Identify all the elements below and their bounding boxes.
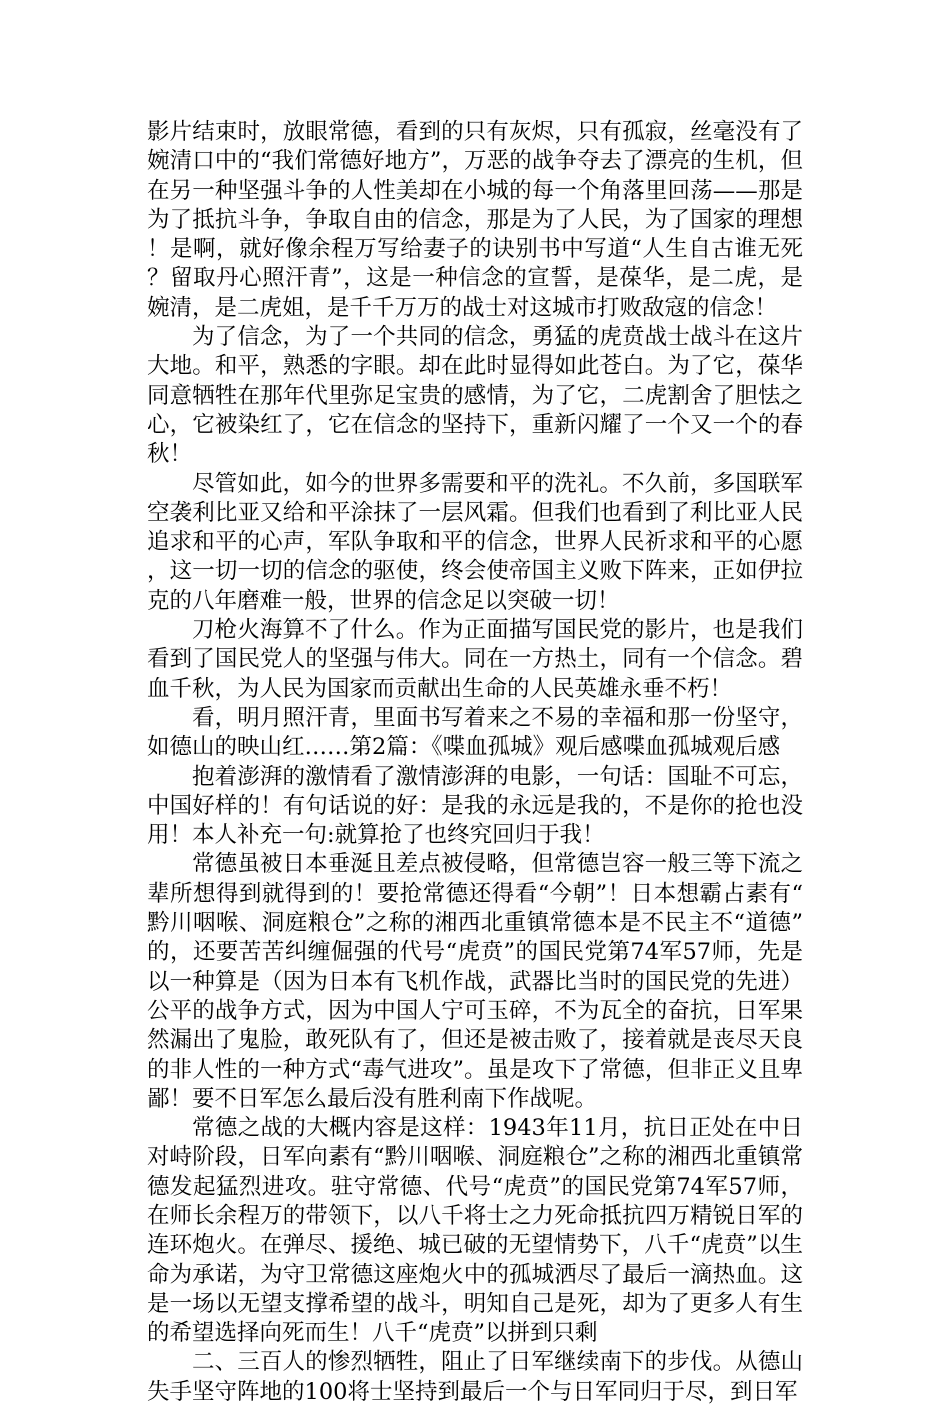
paragraph: 为了信念，为了一个共同的信念，勇猛的虎贲战士战斗在这片大地。和平，熟悉的字眼。却在此时显得如此苍白。为了它，葆华同意牺牲在那年代里弥足宝贵的感情，为了它，二虎割舍了胆怯之心，它被染红了，它在信念的坚持下，重新闪耀了一个又一个的春秋！ <box>147 324 803 468</box>
paragraph: 影片结束时，放眼常德，看到的只有灰烬，只有孤寂，丝毫没有了婉清口中的“我们常德好地方”，万恶的战争夺去了漂亮的生机，但在另一种坚强斗争的人性美却在小城的每一个角落里回荡——那是为了抵抗斗争，争取自由的信念，那是为了人民，为了国家的理想！是啊，就好像余程万写给妻子的诀别书中写道“人生自古谁无死？留取丹心照汗青”，这是一种信念的宣誓，是葆华，是二虎，是婉清，是二虎姐，是千千万万的战士对这城市打败敌寇的信念！ <box>147 119 803 321</box>
paragraph: 常德虽被日本垂涎且差点被侵略，但常德岂容一般三等下流之辈所想得到就得到的！要抢常德还得看“今朝”！日本想霸占素有“黔川咽喉、洞庭粮仓”之称的湘西北重镇常德本是不民主不“道德”的，还要苦苦纠缠倔强的代号“虎贲”的国民党第74军57师，先是以一种算是（因为日本有飞机作战，武器比当时的国民党的先进）公平的战争方式，因为中国人宁可玉碎，不为瓦全的奋抗，日军果然漏出了鬼脸，敢死队有了，但还是被击败了，接着就是丧尽天良的非人性的一种方式“毒气进攻”。虽是攻下了常德，但非正义且卑鄙！要不日军怎么最后没有胜利南下作战呢。 <box>147 851 803 1112</box>
paragraph: 刀枪火海算不了什么。作为正面描写国民党的影片，也是我们看到了国民党人的坚强与伟大。同在一方热土，同有一个信念。碧血千秋，为人民为国家而贡献出生命的人民英雄永垂不朽！ <box>147 617 803 702</box>
paragraph: 常德之战的大概内容是这样：1943年11月，抗日正处在中日对峙阶段，日军向素有“黔川咽喉、洞庭粮仓”之称的湘西北重镇常德发起猛烈进攻。驻守常德、代号“虎贲”的国民党第74军57师，在师长余程万的带领下，以八千将士之力死命抵抗四万精锐日军的连环炮火。在弹尽、援绝、城已破的无望情势下，八千“虎贲”以生命为承诺，为守卫常德这座炮火中的孤城洒尽了最后一滴热血。这是一场以无望支撑希望的战斗，明知自己是死，却为了更多人有生的希望选择向死而生！八千“虎贲”以拼到只剩 <box>147 1115 803 1347</box>
paragraph: 尽管如此，如今的世界多需要和平的洗礼。不久前，多国联军空袭利比亚又给和平涂抹了一层风霜。但我们也看到了利比亚人民追求和平的心声，军队争取和平的信念，世界人民祈求和平的心愿，这一切一切的信念的驱使，终会使帝国主义败下阵来，正如伊拉克的八年磨难一般，世界的信念足以突破一切！ <box>147 470 803 614</box>
document-page <box>147 118 803 1407</box>
paragraph: 看，明月照汗青，里面书写着来之不易的幸福和那一份坚守，如德山的映山红……第2篇：《喋血孤城》观后感喋血孤城观后感 <box>147 704 803 761</box>
paragraph: 二、三百人的惨烈牺牲，阻止了日军继续南下的步伐。从德山失手坚守阵地的100将士坚持到最后一个与日军同归于尽，到日军 <box>147 1349 803 1405</box>
paragraph: 抱着澎湃的激情看了激情澎湃的电影，一句话：国耻不可忘，中国好样的！有句话说的好：是我的永远是我的，不是你的抢也没用！本人补充一句:就算抢了也终究回归于我！ <box>147 763 803 849</box>
